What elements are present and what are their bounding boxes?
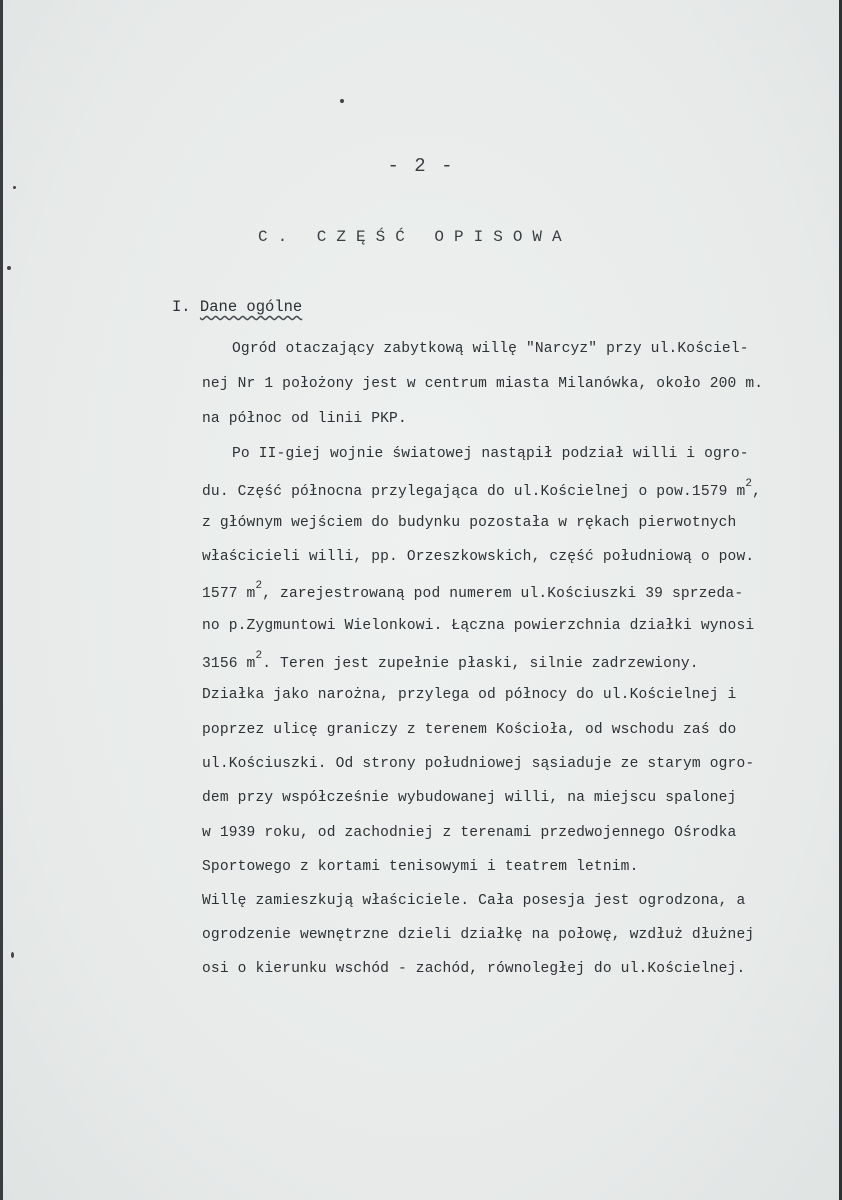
text-segment: 3156 m <box>202 655 256 672</box>
section-title: C. CZĘŚĆ OPISOWA <box>258 228 572 246</box>
speck-mark <box>11 952 14 958</box>
subsection-number: I. <box>172 298 191 316</box>
text-line: właścicieli willi, pp. Orzeszkowskich, część południową o pow. <box>202 549 755 565</box>
text-line: osi o kierunku wschód - zachód, równoległej do ul.Kościelnej. <box>202 961 746 977</box>
text-line: w 1939 roku, od zachodniej z terenami przedwojennego Ośrodka <box>202 825 737 841</box>
text-line: no p.Zygmuntowi Wielonkowi. Łączna powierzchnia działki wynosi <box>202 618 755 634</box>
text-line: dem przy współcześnie wybudowanej willi, na miejscu spalonej <box>202 790 737 806</box>
text-line <box>202 580 744 602</box>
speck-mark <box>340 99 344 103</box>
subsection-heading <box>172 298 302 316</box>
text-line: nej Nr 1 położony jest w centrum miasta Milanówka, około 200 m. <box>202 376 764 392</box>
text-line: Willę zamieszkują właściciele. Cała posesja jest ogrodzona, a <box>202 893 746 909</box>
text-line: z głównym wejściem do budynku pozostała w rękach pierwotnych <box>202 515 737 531</box>
text-line: poprzez ulicę graniczy z terenem Kościoła, od wschodu zaś do <box>202 722 737 738</box>
text-line: ul.Kościuszki. Od strony południowej sąsiaduje ze starym ogro- <box>202 756 755 772</box>
text-line: na północ od linii PKP. <box>202 411 407 427</box>
text-segment: , <box>752 483 762 500</box>
text-line: Po II-giej wojnie światowej nastąpił podział willi i ogro- <box>232 446 749 462</box>
text-line: Działka jako narożna, przylega od północy do ul.Kościelnej i <box>202 687 737 703</box>
superscript: 2 <box>255 580 263 592</box>
text-segment: . Teren jest zupełnie płaski, silnie zadrzewiony. <box>262 655 699 672</box>
text-line: Sportowego z kortami tenisowymi i teatrem letnim. <box>202 859 639 875</box>
text-line: Ogród otaczający zabytkową willę "Narcyz" przy ul.Kościel- <box>232 341 749 357</box>
text-line <box>202 650 699 672</box>
superscript: 2 <box>255 650 263 662</box>
text-segment: , zarejestrowaną pod numerem ul.Kościuszki 39 sprzeda- <box>262 585 744 602</box>
text-line <box>202 478 762 500</box>
text-segment: du. Część północna przylegająca do ul.Kościelnej o pow.1579 m <box>202 483 746 500</box>
speck-mark <box>13 186 16 189</box>
speck-mark <box>7 266 11 270</box>
page-number: - 2 - <box>387 155 455 177</box>
subsection-title: Dane ogólne <box>199 298 303 316</box>
text-segment: 1577 m <box>202 585 256 602</box>
superscript: 2 <box>745 478 753 490</box>
scan-edge-left <box>0 0 3 1200</box>
text-line: ogrodzenie wewnętrzne dzieli działkę na połowę, wzdłuż dłużnej <box>202 927 755 943</box>
